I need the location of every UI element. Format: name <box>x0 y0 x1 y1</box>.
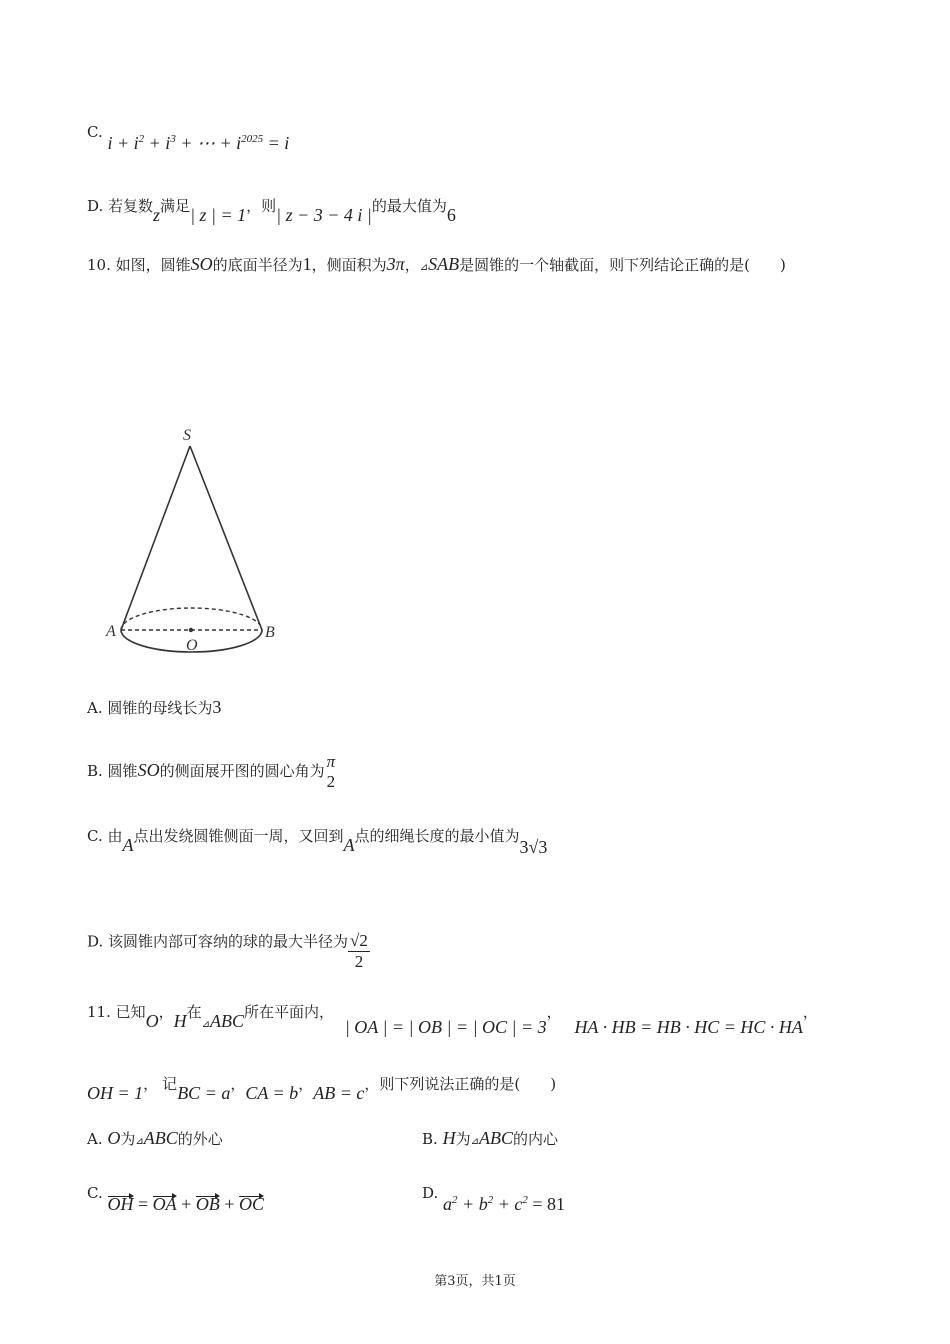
vector-oh: OH <box>107 1194 134 1214</box>
q10-option-c: C. 由A点出发绕圆锥侧面一周，又回到A点的细绳长度的最小值为3√3 <box>87 827 548 857</box>
label-a: A <box>106 623 116 640</box>
abs-expression: | z − 3 − 4 i | <box>276 205 372 225</box>
fraction-sqrt2-over-2: $\frac{√2}{2}$ <box>350 931 368 971</box>
triangle-symbol: ⊿ <box>419 262 429 273</box>
cone-slant-right <box>190 446 262 630</box>
q10-option-b: B. 圆锥SO的侧面展开图的圆心角为 π 2 <box>87 752 336 791</box>
q11-option-c: C. OH = OA + OB + OC <box>87 1184 264 1214</box>
q11-option-b: B. H为⊿ABC的内心 <box>422 1128 558 1148</box>
cone-slant-left <box>121 446 190 630</box>
vector-ob: OB <box>195 1194 220 1214</box>
min-length-value: 3√3 <box>519 837 548 857</box>
max-value: 6 <box>446 205 456 225</box>
label-s: S <box>183 427 191 444</box>
sum-expression: $i + i^2 + i^3$ + ⋯ + $i^{2025} = i$ <box>107 133 290 153</box>
q9-option-d: D. 若复数z满足| z | = 1，则| z − 3 − 4 i |的最大值为6 <box>87 197 456 225</box>
q11-stem-line2: OH = 1， 记BC = a，CA = b，AB = c，则下列说法正确的是( ) <box>87 1075 557 1103</box>
q11-option-a: A. O为⊿ABC的外心 <box>87 1128 223 1148</box>
q10-option-a: A. 圆锥的母线长为3 <box>87 697 222 717</box>
fraction-pi-over-2: π 2 <box>326 752 336 791</box>
vector-equation: OH = OA + OB + OC <box>107 1194 264 1214</box>
var-z: z <box>153 205 161 225</box>
option-label: C. <box>87 123 103 141</box>
label-b: B <box>265 624 275 641</box>
q9-option-c <box>87 121 290 153</box>
cone-figure <box>100 420 320 665</box>
q10-option-d: D. 该圆锥内部可容纳的球的最大半径为 $\frac{√2}{2}$ <box>87 931 368 971</box>
q11-option-d: D. $a^2 + b^2 + c^2 = 81$ <box>422 1184 565 1214</box>
label-o: O <box>186 637 198 654</box>
center-point <box>189 628 193 632</box>
equal-magnitudes: | OA | = | OB | = | OC | = 3 <box>344 1017 547 1037</box>
dot-product-equation: HA · HB = HB · HC = HC · HA <box>574 1017 803 1037</box>
vector-oc: OC <box>238 1194 264 1214</box>
vector-oa: OA <box>152 1194 177 1214</box>
base-back-arc <box>121 608 262 630</box>
q10-stem: 10. 如图，圆锥SO的底面半径为1，侧面积为3π，⊿SAB是圆锥的一个轴截面，则下列结论正确的是( ) <box>87 254 786 274</box>
sum-of-squares: $a^2 + b^2 + c^2 = 81$ <box>443 1194 565 1214</box>
page-footer: 第3页，共1页 <box>434 1274 516 1289</box>
abs-z-eq: | z | = 1 <box>190 205 247 225</box>
q11-stem-line1: 11. 已知O，H在$_⊿$ABC所在平面内， | OA | = | OB | = | OC | = 3， HA · HB = HB · HC = HC · HA， <box>87 1003 818 1037</box>
